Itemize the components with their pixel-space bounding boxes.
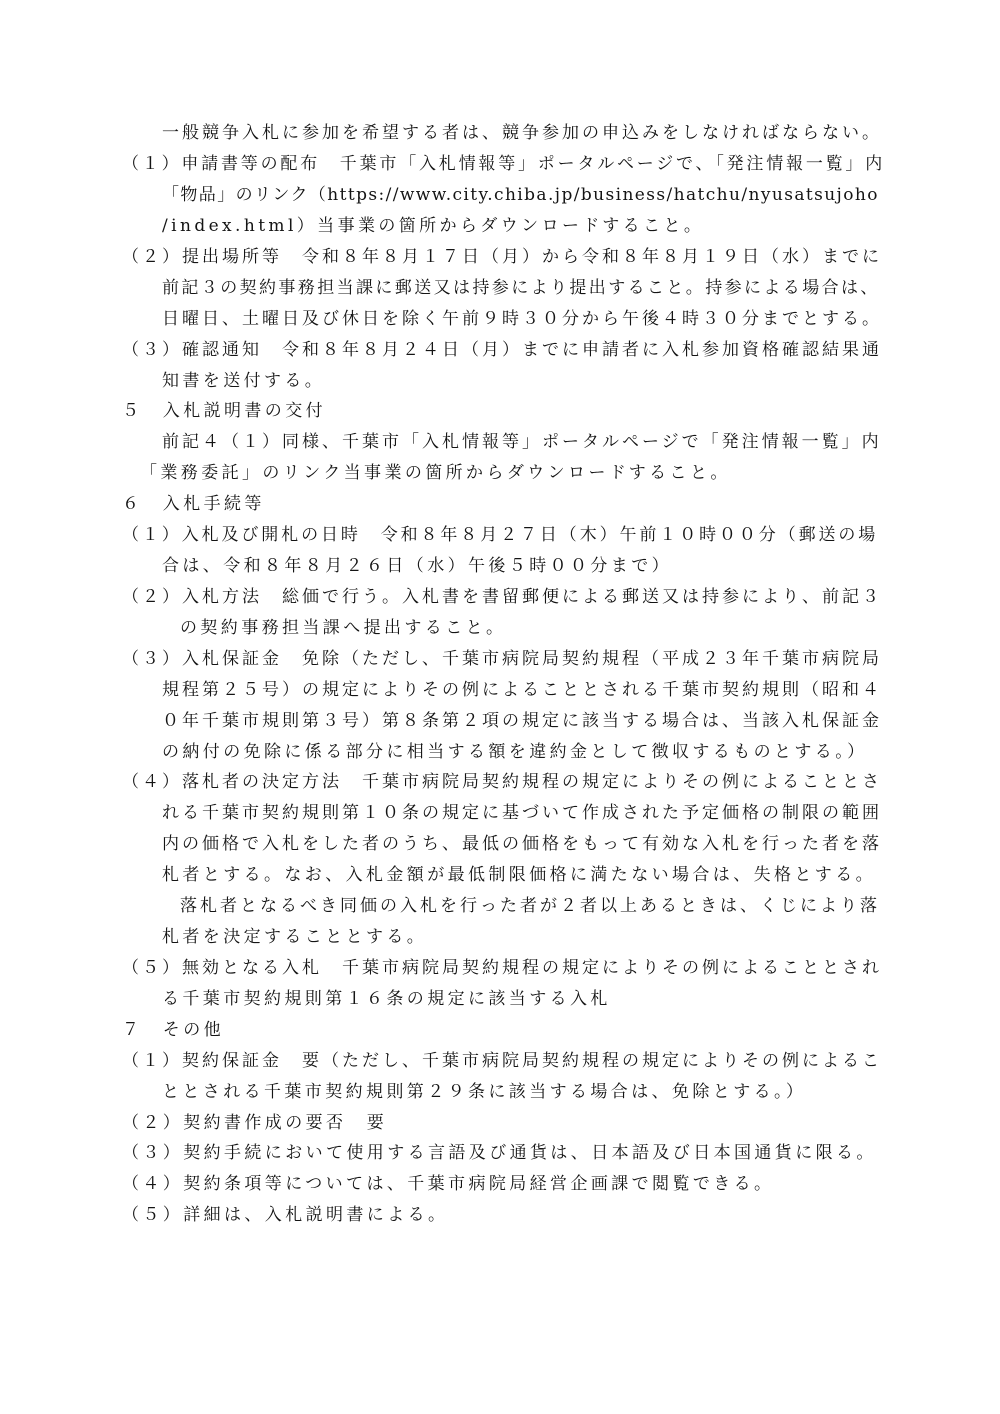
item-6-5-line-1: （５）無効となる入札 千葉市病院局契約規程の規定によりその例によることとされ <box>122 958 882 978</box>
item-6-3-line-4: の納付の免除に係る部分に相当する額を違約金として徴収するものとする。） <box>162 742 868 762</box>
item-7-5: （５）詳細は、入札説明書による。 <box>122 1205 449 1225</box>
item-4-3-line-1: （３）確認通知 令和８年８月２４日（月）までに申請者に入札参加資格確認結果通 <box>122 340 882 360</box>
item-4-2-line-2: 前記３の契約事務担当課に郵送又は持参により提出すること。持参による場合は、 <box>162 278 880 298</box>
item-6-2-line-1: （２）入札方法 総価で行う。入札書を書留郵便による郵送又は持参により、前記３ <box>122 587 882 607</box>
item-4-2-line-3: 日曜日、土曜日及び休日を除く午前９時３０分から午後４時３０分までとする。 <box>162 309 882 329</box>
item-6-3-line-1: （３）入札保証金 免除（ただし、千葉市病院局契約規程（平成２３年千葉市病院局 <box>122 649 882 669</box>
section-6-heading: ６ 入札手続等 <box>122 494 265 514</box>
section-7-heading: ７ その他 <box>122 1020 224 1040</box>
item-6-1-line-2: 合は、令和８年８月２６日（水）午後５時００分まで） <box>162 556 672 576</box>
item-6-4-line-6: 札者を決定することとする。 <box>162 927 428 947</box>
item-6-4-line-2: れる千葉市契約規則第１０条の規定に基づいて作成された予定価格の制限の範囲 <box>162 803 882 823</box>
item-6-2-line-2: の契約事務担当課へ提出すること。 <box>180 618 507 638</box>
item-7-1-line-2: ととされる千葉市契約規則第２９条に該当する場合は、免除とする。） <box>162 1082 807 1102</box>
item-4-1-line-1: （１）申請書等の配布 千葉市「入札情報等」ポータルページで、「発注情報一覧」内 <box>122 154 886 174</box>
section-5-heading: ５ 入札説明書の交付 <box>122 401 326 421</box>
item-4-2-line-1: （２）提出場所等 令和８年８月１７日（月）から令和８年８月１９日（水）までに <box>122 247 882 267</box>
item-7-3: （３）契約手続において使用する言語及び通貨は、日本語及び日本国通貨に限る。 <box>122 1143 877 1163</box>
item-6-4-line-3: 内の価格で入札をした者のうち、最低の価格をもって有効な入札を行った者を落 <box>162 834 882 854</box>
item-4-3-line-2: 知書を送付する。 <box>162 371 326 391</box>
item-7-2: （２）契約書作成の要否 要 <box>122 1113 388 1133</box>
item-6-1-line-1: （１）入札及び開札の日時 令和８年８月２７日（木）午前１０時００分（郵送の場 <box>122 525 879 545</box>
intro-text: 一般競争入札に参加を希望する者は、競争参加の申込みをしなければならない。 <box>162 123 882 143</box>
section-5-line-2: 「業務委託」のリンク当事業の箇所からダウンロードすること。 <box>140 463 731 483</box>
item-6-3-line-3: ０年千葉市規則第３号）第８条第２項の規定に該当する場合は、当該入札保証金 <box>162 711 882 731</box>
item-6-4-line-4: 札者とする。なお、入札金額が最低制限価格に満たない場合は、失格とする。 <box>162 865 876 885</box>
item-6-5-line-2: る千葉市契約規則第１６条の規定に該当する入札 <box>162 989 611 1009</box>
item-7-4: （４）契約条項等については、千葉市病院局経営企画課で閲覧できる。 <box>122 1174 775 1194</box>
item-6-4-line-1: （４）落札者の決定方法 千葉市病院局契約規程の規定によりその例によることとさ <box>122 772 882 792</box>
item-4-1-line-3: /index.html）当事業の箇所からダウンロードすること。 <box>162 216 705 236</box>
item-7-1-line-1: （１）契約保証金 要（ただし、千葉市病院局契約規程の規定によりその例によるこ <box>122 1051 882 1071</box>
section-5-line-1: 前記４（１）同様、千葉市「入札情報等」ポータルページで「発注情報一覧」内 <box>162 432 882 452</box>
item-6-4-line-5: 落札者となるべき同価の入札を行った者が２者以上あるときは、くじにより落 <box>180 896 880 916</box>
item-6-3-line-2: 規程第２５号）の規定によりその例によることとされる千葉市契約規則（昭和４ <box>162 680 882 700</box>
item-4-1-line-2: 「物品」のリンク（https://www.city.chiba.jp/business/hatchu/nyusatsujoho <box>162 185 879 205</box>
